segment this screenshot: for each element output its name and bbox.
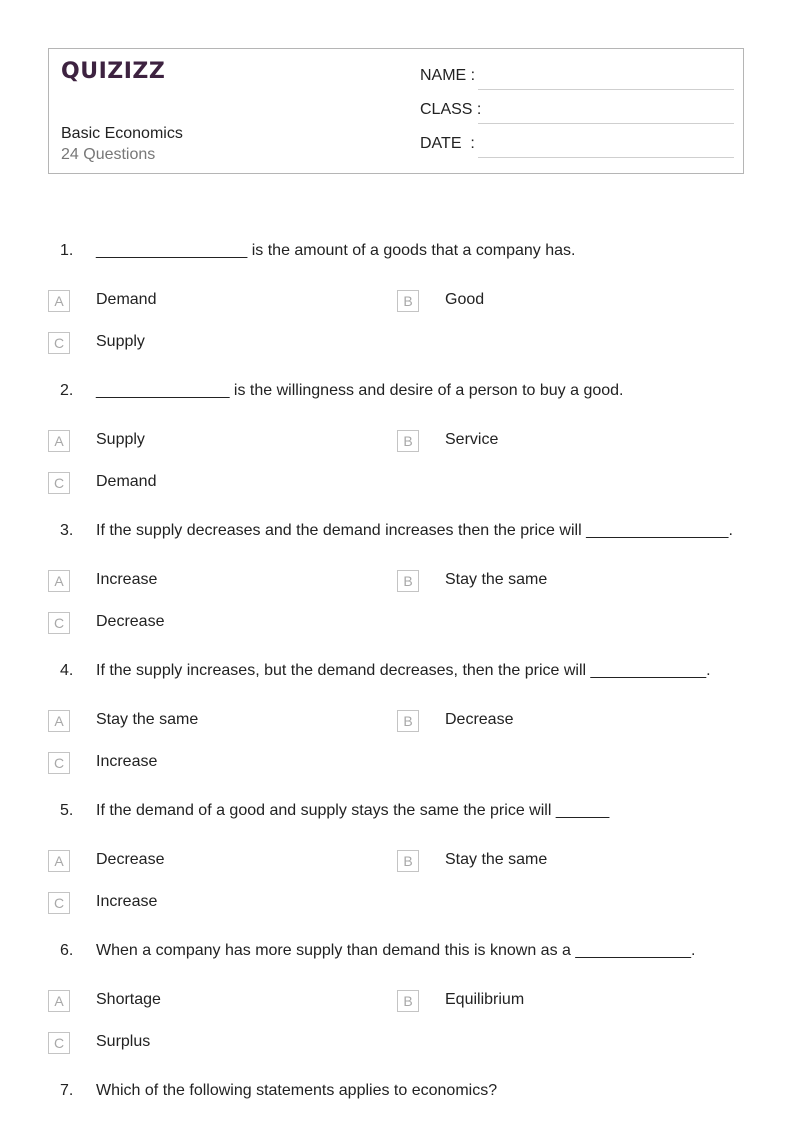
option-letter-box: B xyxy=(397,990,419,1012)
option-text: Stay the same xyxy=(445,571,548,588)
option-letter-box: A xyxy=(48,290,70,312)
date-line[interactable] xyxy=(478,157,734,158)
quizizz-logo: QUIZIZZ xyxy=(61,59,166,84)
name-field[interactable] xyxy=(420,67,734,91)
question-text: When a company has more supply than demand this is known as a _____________. xyxy=(96,942,696,959)
option-letter-box: A xyxy=(48,850,70,872)
option-text: Supply xyxy=(96,431,145,448)
option-text: Stay the same xyxy=(445,851,548,868)
option-text: Supply xyxy=(96,333,145,350)
class-label: CLASS : xyxy=(420,101,482,118)
option-letter-box: A xyxy=(48,430,70,452)
option-text: Shortage xyxy=(96,991,161,1008)
option-letter-box: B xyxy=(397,850,419,872)
date-label: DATE : xyxy=(420,135,475,152)
worksheet-header xyxy=(48,48,744,174)
question-number: 3. xyxy=(60,522,74,539)
option-text: Demand xyxy=(96,291,157,308)
option-text: Demand xyxy=(96,473,157,490)
option-letter-box: B xyxy=(397,430,419,452)
question-number: 5. xyxy=(60,802,74,819)
option-letter-box: A xyxy=(48,990,70,1012)
option-letter-box: C xyxy=(48,892,70,914)
option-text: Service xyxy=(445,431,499,448)
question-number: 1. xyxy=(60,242,74,259)
option-text: Equilibrium xyxy=(445,991,525,1008)
option-text: Good xyxy=(445,291,485,308)
option-text: Increase xyxy=(96,893,158,910)
question-number: 6. xyxy=(60,942,74,959)
option-letter-box: B xyxy=(397,290,419,312)
date-field[interactable] xyxy=(420,135,734,159)
option-text: Increase xyxy=(96,571,158,588)
option-text: Surplus xyxy=(96,1033,151,1050)
option-text: Stay the same xyxy=(96,711,199,728)
question-text: If the supply increases, but the demand decreases, then the price will _____________. xyxy=(96,662,711,679)
option-letter-box: A xyxy=(48,710,70,732)
option-letter-box: C xyxy=(48,1032,70,1054)
option-text: Increase xyxy=(96,753,158,770)
option-letter-box: B xyxy=(397,710,419,732)
question-text: _________________ is the amount of a goods that a company has. xyxy=(96,242,576,259)
option-text: Decrease xyxy=(96,851,165,868)
question-number: 2. xyxy=(60,382,74,399)
option-letter-box: C xyxy=(48,332,70,354)
question-text: If the demand of a good and supply stays the same the price will ______ xyxy=(96,802,610,819)
question-text: Which of the following statements applies to economics? xyxy=(96,1082,498,1099)
question-number: 7. xyxy=(60,1082,74,1099)
option-text: Decrease xyxy=(445,711,514,728)
option-letter-box: A xyxy=(48,570,70,592)
option-letter-box: C xyxy=(48,752,70,774)
option-letter-box: B xyxy=(397,570,419,592)
question-text: _______________ is the willingness and desire of a person to buy a good. xyxy=(96,382,624,399)
class-line[interactable] xyxy=(478,123,734,124)
question-text: If the supply decreases and the demand increases then the price will ________________. xyxy=(96,522,733,539)
worksheet-title: Basic Economics xyxy=(61,125,183,142)
option-letter-box: C xyxy=(48,472,70,494)
option-letter-box: C xyxy=(48,612,70,634)
question-number: 4. xyxy=(60,662,74,679)
name-label: NAME : xyxy=(420,67,476,84)
option-text: Decrease xyxy=(96,613,165,630)
name-line[interactable] xyxy=(478,89,734,90)
question-count: 24 Questions xyxy=(61,146,156,163)
class-field[interactable] xyxy=(420,101,734,125)
